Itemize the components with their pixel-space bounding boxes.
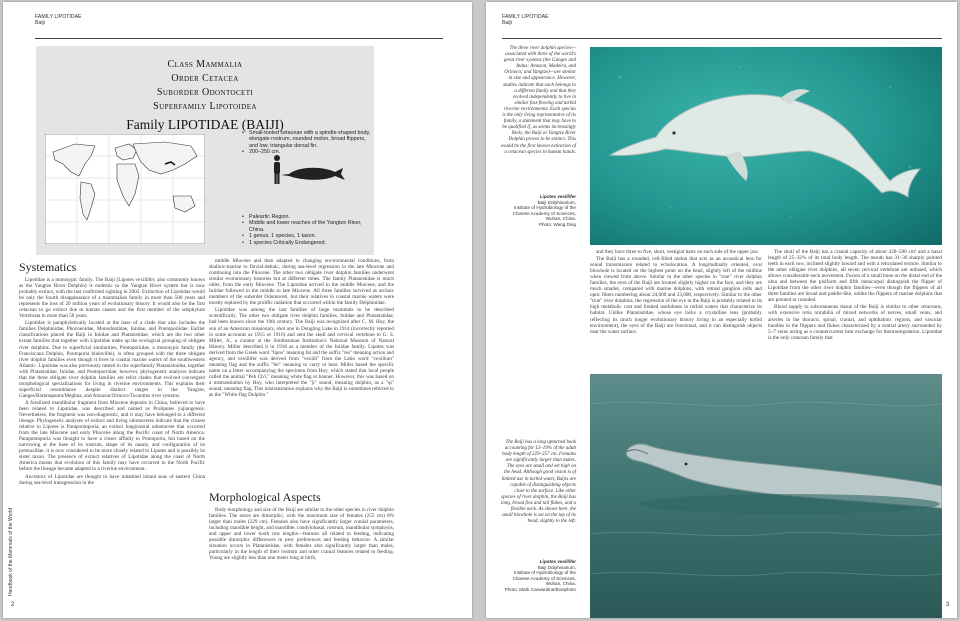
credit-line: Photo: Wang Ding [538,221,576,227]
paragraph: The skull of the Baiji has a cranial capacity of about 430–590 cm³ and a basal length of 25–32% of its total body length. The mouth has 31–36 sharply pointed teeth in each row, inclined slightly inward and with a reticulated texture. Similar to the other obligate river dolphins, all seven cervical vertebrae are unfused, which allows considerable neck movement. Fusion of a small bone on the distal end of the ulna and between the pisiform and fifth metacarpal distinguish the flipper of Lipotidae from the other river dolphin families—even though the flippers of all three families are broad and paddle-like, unlike the flippers of marine dolphins that are pointed or rounded. [768,249,942,304]
header-title: FAMILY LIPOTIDAE [502,14,549,20]
credit-line: Photo: Mark Carwardine/Biosphoto [504,586,576,592]
baiji-dolphin-illustration [590,47,942,245]
running-header-left [35,14,82,26]
credit-species: Lipotes vexillifer [539,194,576,199]
page-number: 2 [11,602,15,608]
photo-credit-2 [500,559,576,593]
paragraph: middle Miocene and then adapted to changing environmental conditions, from shallow-marine to fluvial-deltaic, during sea-level regression in the late Miocene and continuing into the Pliocene. The other two obligate river dolphin families underwent similar evolutionary histories but at different times. The family Platanistidae is much older, from the early Miocene. The Lipotidae arrived in the middle Miocene, and the Iniidae followed in the middle to late Miocene. All three families survived as archaic members of the suborder Odontoceti, but their relatives in coastal marine waters were mostly replaced by the prolific radiation that occurred within the family Delphinidae. [209,258,394,307]
facts-top [242,130,372,156]
credit-line: Wuhan, China. [545,216,576,222]
baiji-surface-illustration [590,374,942,618]
fact-item: • Paleartic Region. [242,214,372,220]
fact-item: • 1 species Critically Endangered. [242,240,372,246]
tax-superfamily: Superfamily Lipotoidea [153,101,257,112]
credit-line: Chinese Academy of Sciences, [512,210,576,216]
header-rule [35,38,443,39]
fact-item: • 200–250 cm. [242,149,372,155]
credit-line: Institute of Hydrobiology of the [513,570,576,576]
size-comparison-silhouettes [269,154,349,188]
tax-order: Order Cetacea [171,73,239,84]
paragraph: Ancestors of Lipotidae are thought to have inhabited inland seas of eastern China during sea-level transgression in the [19,473,205,486]
body-column-2 [209,258,394,480]
paragraph: and they have three to five, short, vestigial hairs on each side of the upper jaw. [596,249,759,255]
facts-bottom [242,214,372,246]
body-column-2-morph [209,507,394,617]
header-rule [502,38,942,39]
page-number: 3 [946,602,950,608]
photo-caption-2: The Baiji has a long upturned beak accounting for 13–19% of the adult body length of 229–257 cm. Females are significantly larger than males. The eyes are small and set high on the head. Although good vision is of limited use in turbid water, Baijis are capable of distinguishing objects close to the surface. Like other species of river dolphin, the Baiji has long, broad fins and tail flukes, and a flexible neck. As shown here, the small blowhole is set on the top of its head, slightly to the left. [501,440,576,525]
body-column-mid [590,249,762,369]
taxonomy-lines [36,58,374,134]
paragraph: Lipotidae is a monotypic family. The Baiji (Lipotes vexillifer, also commonly known as the Yangtze River Dolphin) is endemic to the Yangtze River system but is now probably extinct, with the last confirmed sighting in 2002. Extinction of Lipotidae would be only the fourth disappearance of a mammalian family in more than 500 years and represents the loss of 20 million years of evolutionary history. It would also be the first cetacean to go extinct due to human causes and the first member of the subphylum Vertebrata in more than 50 years. [19,277,205,320]
paragraph: The Baiji has a rounded, cell-filled melon that acts as an acoustical lens for sound transmission related to echolocation. A longitudinally oriented, oval blowhole is located on the highest point on the head, slightly left of the midline when viewed from above. Similar to the other species in "true" river dolphin families, the eyes of the Baiji are located slightly higher on the face, and they are much smaller, compared with marine dolphins, with retinal ganglion cells and optic fibers numbering about 24,000 and 23,000, respectively. Similar to the other "true" river dolphins, the regression of the eye in the Baiji is probably related to its high metabolic cost and limited usefulness in turbid waters that characterize its habitat. Unlike Platanistidae, whose eye lacks a crystalline lens (probably reflecting its much longer evolutionary history living in an especially turbid environment), the eyes of the Baiji are functional, and it can distinguish objects near the water surface. [590,256,762,335]
photo-baiji-surface [590,374,942,618]
body-column-right [768,249,942,371]
paragraph: Lipotidae is paraphyletically located at the base of a clade that also includes the families Delphinidae, Phocoenidae, Monodontidae, Iniidae, and Pontoporiidae. Earlier classifications placed the Baiji in Iniidae and Platanistidae, which are the two other extant families that together with Lipotidae make up the ecological grouping of obligate river dolphins. Due to superficial similarities, Pontoporiidae, a monotypic family (the Franciscana Dolphin, Pontoporia blainvillei), is often grouped with the three obligate river dolphin families even though it lives in coastal marine waters of the southwestern Atlantic. Lipotidae was also previously nested in the superfamily Platanistoidea, together with Platanistidae, Iniidae, and Pontoporiidae; however, phylogenetic analyses indicate that the three obligate river dolphin families are relict clades that evolved convergent morphological specializations for living in riverine environments. This explains their superficial resemblance despite distinct ranges in the Yangtze, Ganges/Brahmaputra/Meghna, and Amazon/Orinoco/Tocantins river systems. [19,320,205,399]
heading-systematics: Systematics [19,260,77,274]
paragraph: Body morphology and size of the Baiji are similar to the other species in river dolphin families. The sexes are dimorphic, with the maximum size of females (255 cm) 8% larger than males (229 cm). Females also have significantly larger cranial parameters, including mandible height, and mandible, condylobasal, rostrum, mandibular symphysis, and upper and lower tooth row lengths—features all related to feeding, indicating possible dimorphic differences in prey preferences and feeding behavior. A similar situation occurs in Platanistidae, with females also significantly larger than males, particularly in the length of their rostrum and other cranial features related to feeding. Young are slightly less than one meter long at birth, [209,507,394,562]
heading-morphological-aspects: Morphological Aspects [209,490,321,504]
credit-line: Baiji Dolphinarium, [537,564,576,570]
left-page [3,2,472,618]
header-subtitle: Baiji [35,20,45,26]
credit-line: Institute of Hydrobiology of the [513,205,576,211]
header-title: FAMILY LIPOTIDAE [35,14,82,20]
distribution-map [45,134,205,244]
paragraph: Blood supply to subcutaneous tissue of the Baiji is similar to other cetaceans, with extensive retia mirabilia of mixed networks of nerves, small veins, and arteries in the thoracic, spinal, cranial, and ophthalmic regions, and vascular bundles in the flippers and flukes characterized by a central artery surrounded by 5–7 veins acting as a countercurrent heat exchange for thermoregulation. Lipotidae is the only cetacean family that [768,304,942,341]
fact-item: • Small-tooled cetacean with a spindle-shaped body, elongate rostrum, rounded melon, broad flippers, and low, triangular dorsal fin. [242,130,372,149]
body-column-1 [19,277,205,617]
credit-line: Chinese Academy of Sciences, [512,575,576,581]
credit-species: Lipotes vexillifer [539,559,576,564]
paragraph: A fossilized mandibular fragment from Miocene deposits in China, believed to have been related to Lipotidae, was described and named as Prolipotes yujiangensis. Nevertheless, the fragment was non-diagnostic, and it may have belonged to a different lineage. Phylogenetic analyses of extinct and living odontocetes indicate that the closest relative to Lipotes is Parapontoporia, an extinct longirostral odontocete that occurred from the late Miocene and early Pliocene along the Pacific coast of North America. Parapontoporia was thought to have a closer affinity to Pontoporia, but based on the narrowing at the base of its rostrum, shape of its nasals, and configuration of its premaxillae, it is now considered to be more closely related to Lipotes and is possibly its sister taxon. The presence of extinct relatives of Lipotidae along the coast of North America means that evolution of this family may have occurred in the North Pacific before the lineage became adapted to a riverine environment. [19,399,205,473]
right-page [486,2,957,618]
photo-credit-1 [500,194,576,228]
credit-line: Wuhan, China. [545,581,576,587]
tax-suborder: Suborder Odontoceti [156,87,254,98]
fact-item: • Middle and lower reaches of the Yangtze River, China. [242,220,372,233]
running-header-right [502,14,549,26]
photo-caption-1: The three river dolphin species—associated with three of the world's great river systems (the Ganges and Indus; Amazon, Madeira, and Orinoco; and Yangtze)—are similar in size and appearance. However, studies indicate that each belongs to a different family and that they evolved independently to live in similar fast-flowing and turbid riverine environments. Each species is the only living representative of its family, a statement that may have to be qualified if, as seems increasingly likely, the Baiji or Yangtze River Dolphin proves to be extinct. This would be the first known extinction of a cetacean species in human hands. [500,46,576,155]
fact-item: • 1 genus, 1 species, 1 taxon. [242,233,372,239]
taxonomy-box [36,46,374,255]
header-subtitle: Baiji [502,20,512,26]
paragraph: Lipotidae was among the last families of large mammals to be described scientifically. The other two obligate river dolphin families, Iniidae and Platanistidae, had been known since the 19th century. The Baiji was recognized after C. M. Hoy, the son of an American missionary, shot one in Dongting Lake in 1914 (incorrectly reported in some accounts as 1915 or 1916) and sent the skull and cervical vertebrae to G. S. Miller, Jr., a curator at the Smithsonian Institution's National Museum of Natural History. Miller described it in 1918 as a member of the Iniidae family. Lipotes was derived from the Greek word "lipos" meaning fat and the suffix "tes" meaning action and agency, and vexillifer was derived from "vexilli" from the Latin word "vexillum" meaning flag and the suffix "fer" meaning to carry or bear. Miller based the specific name on a letter accompanying the specimen from Hoy, which stated that local people called the animal "Peh Ch'i," meaning white flag or banner. However, this was based on a mistranslation by Hoy, who interpreted the "ji" sound, meaning dolphin, as a "qi" sound, meaning flag. This mistranslation explains why the Baiji is sometimes referred to as the "White-flag Dolphin." [209,307,394,399]
credit-line: Baiji Dolphinarium, [537,199,576,205]
photo-baiji-underwater [590,47,942,245]
tax-class: Class Mammalia [167,59,243,70]
vertical-book-title: Handbook of the Mammals of the World [8,507,14,596]
family-title: Family LIPOTIDAE (BAIJI) [126,117,284,132]
